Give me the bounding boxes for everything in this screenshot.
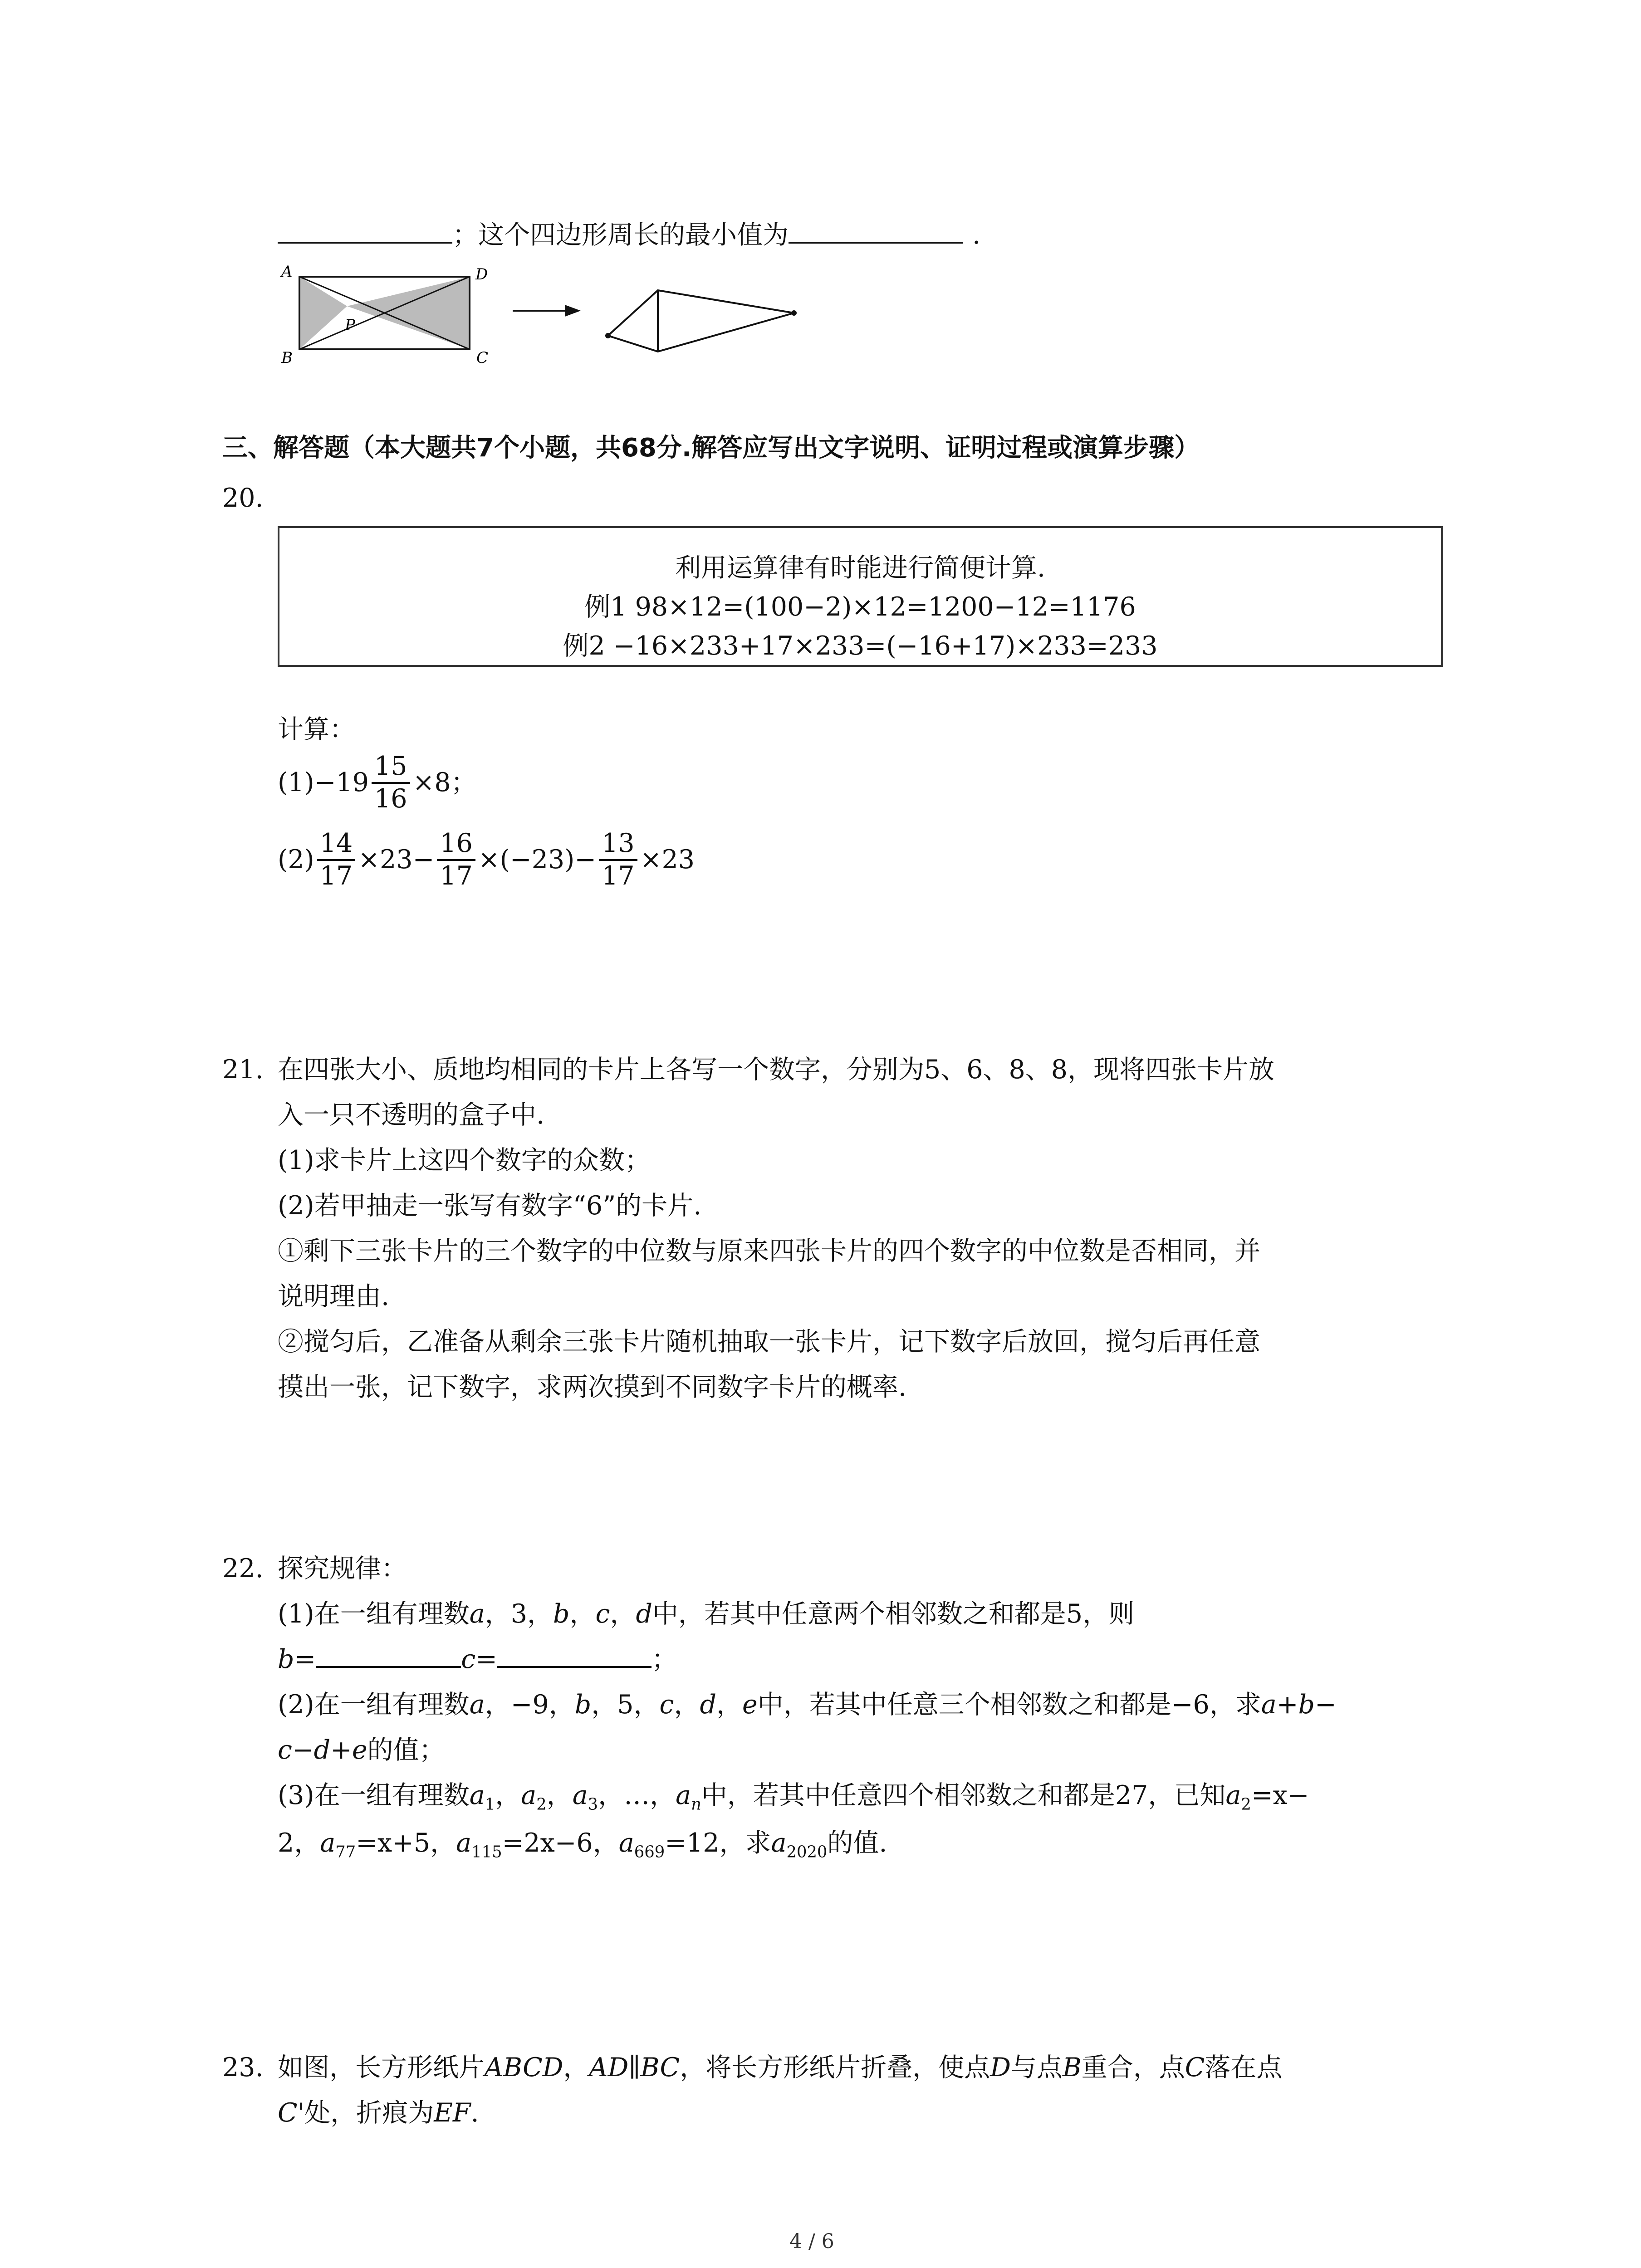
q22-part1-blanks: b= c= ；	[278, 1644, 677, 1674]
box-line-2: 例1 98×12=(100−2)×12=1200−12=1176	[584, 592, 1136, 622]
fraction: $\frac{16}{17}$	[437, 830, 475, 890]
q19-answer-line	[278, 222, 980, 248]
q23-number: 23.	[222, 2053, 264, 2082]
q22-part2: (2)在一组有理数a，−9，b，5，c，d，e中，若其中任意三个相邻数之和都是−6，求a+b−	[278, 1690, 1337, 1720]
q21-line: ①剩下三张卡片的三个数字的中位数与原来四张卡片的四个数字的中位数是否相同，并	[278, 1236, 1260, 1266]
fraction: $\frac{14}{17}$	[317, 830, 356, 890]
answer-blank	[316, 1666, 461, 1668]
q21-line: (2)若甲抽走一张写有数字“6”的卡片.	[278, 1191, 702, 1221]
q22-part1: (1)在一组有理数a，3，b，c，d中，若其中任意两个相邻数之和都是5，则	[278, 1599, 1135, 1629]
answer-blank	[497, 1666, 652, 1668]
q22-part3: (3)在一组有理数$a_1$，$a_2$，$a_3$，…，$a_n$中，若其中任意四个相邻数之和都是27，已知$a_2=x-$	[278, 1780, 1309, 1814]
q21-number: 21.	[222, 1055, 264, 1085]
box-line-1: 利用运算律有时能进行简便计算.	[675, 553, 1046, 583]
label-d: D	[475, 265, 488, 284]
q20-part2: (2) $\frac{14}{17}$ ×23− $\frac{16}{17}$ ×(−23)− $\frac{13}{17}$ ×23	[278, 828, 695, 891]
label-c: C	[476, 349, 489, 367]
q21-line: ②搅匀后，乙准备从剩余三张卡片随机抽取一张卡片，记下数字后放回，搅匀后再任意	[278, 1327, 1260, 1357]
q22-number: 22.	[222, 1554, 264, 1584]
label-a: A	[281, 263, 293, 281]
q20-part1: (1)−19 $\frac{15}{16}$ ×8；	[278, 751, 477, 814]
q19-figure	[272, 263, 817, 372]
q22-part3-cont: 2，$a_{77}=x+5$，$a_{115}=2x-6$，$a_{669}=12$，求$a_{2020}$的值.	[278, 1828, 887, 1862]
section-heading: 三、解答题（本大题共7个小题，共68分.解答应写出文字说明、证明过程或演算步骤）	[222, 433, 1200, 463]
q21-line: 入一只不透明的盒子中.	[278, 1100, 545, 1130]
q23-line2: C'处，折痕为EF.	[278, 2098, 479, 2128]
page-number: 4 / 6	[789, 2230, 834, 2253]
box-line-3: 例2 −16×233+17×233=(−16+17)×233=233	[563, 631, 1158, 661]
example-box	[278, 526, 1443, 667]
label-p: P	[345, 316, 355, 334]
q22-title: 探究规律：	[278, 1554, 407, 1584]
q19-text: ；这个四边形周长的最小值为	[452, 220, 789, 250]
q21-line: 说明理由.	[278, 1281, 390, 1311]
q19-period: .	[972, 220, 981, 250]
q20-number: 20.	[222, 483, 264, 513]
q21-line: 摸出一张，记下数字，求两次摸到不同数字卡片的概率.	[278, 1372, 907, 1402]
shaded-triangle-right	[347, 277, 470, 349]
answer-blank	[789, 241, 963, 244]
fraction: $\frac{15}{16}$	[372, 753, 410, 813]
label-b: B	[281, 349, 293, 367]
fraction: $\frac{13}{17}$	[599, 830, 637, 890]
q22-part2-cont: c−d+e的值；	[278, 1735, 445, 1765]
q21-line: 在四张大小、质地均相同的卡片上各写一个数字，分别为5、6、8、8，现将四张卡片放	[278, 1055, 1275, 1085]
answer-blank	[278, 241, 452, 244]
q20-prompt: 计算：	[278, 714, 355, 744]
q23-line1: 如图，长方形纸片ABCD，AD∥BC，将长方形纸片折叠，使点D与点B重合，点C落在点	[278, 2053, 1283, 2082]
q21-line: (1)求卡片上这四个数字的众数；	[278, 1145, 651, 1175]
kite-shape	[608, 290, 794, 352]
